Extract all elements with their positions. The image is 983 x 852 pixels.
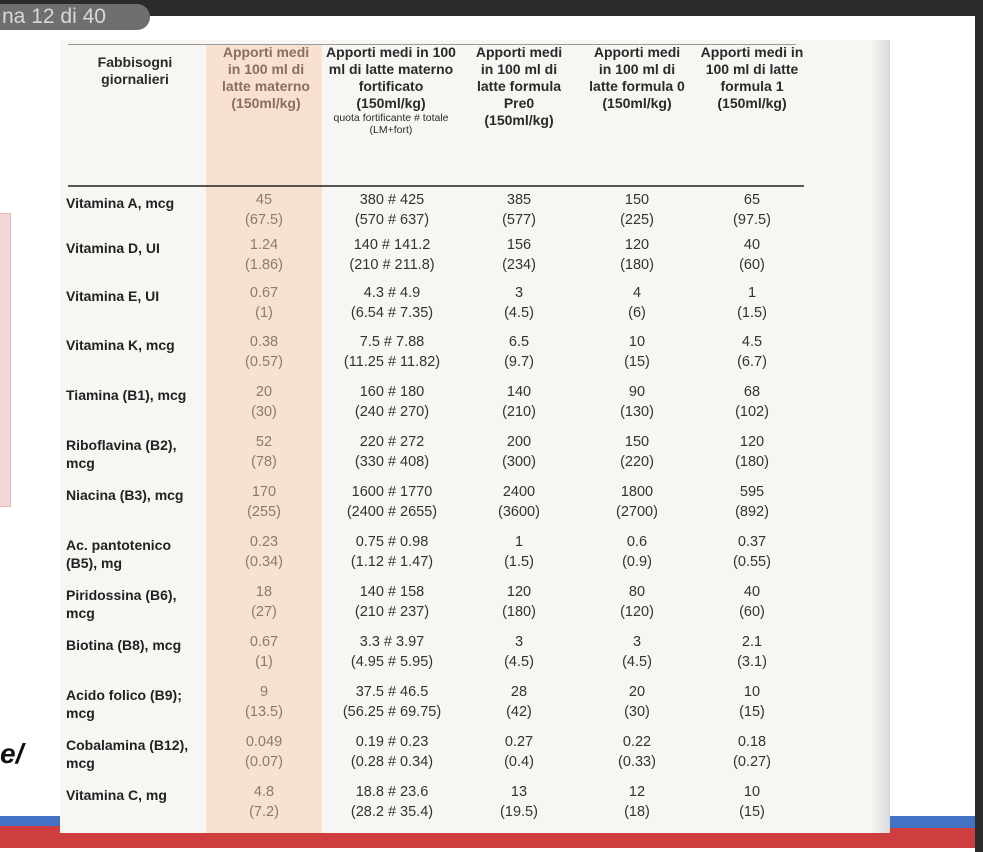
value-per-kg: (30) (251, 404, 277, 420)
value-per-100ml: 220 # 272 (359, 434, 425, 450)
value-per-kg: (210 # 211.8) (349, 257, 435, 273)
value-per-kg: (13.5) (245, 704, 283, 720)
cell-f1 (700, 190, 804, 230)
value-per-100ml: 140 # 141.2 (353, 237, 431, 253)
header-f1: Apporti medi in 100 ml di latte formula 1 (150ml/kg) (700, 44, 804, 111)
value-per-kg: (0.28 # 0.34) (350, 754, 434, 770)
cell-fortified (322, 732, 462, 772)
value-per-kg: (30) (624, 704, 650, 720)
value-per-100ml: 28 (510, 684, 528, 700)
value-per-100ml: 150 (624, 434, 650, 450)
value-per-kg: (0.55) (733, 554, 771, 570)
cell-maternal (206, 332, 322, 372)
value-per-100ml: 0.67 (249, 285, 279, 301)
value-per-kg: (15) (739, 804, 765, 820)
row-label: Tiamina (B1), mcg (66, 387, 187, 403)
cell-maternal (206, 190, 322, 230)
value-per-100ml: 7.5 # 7.88 (359, 334, 425, 350)
cell-maternal (206, 632, 322, 672)
value-per-100ml: 120 (506, 584, 532, 600)
value-per-100ml: 140 # 158 (359, 584, 425, 600)
cell-f0 (586, 682, 688, 722)
value-per-100ml: 0.19 # 0.23 (355, 734, 429, 750)
value-per-100ml: 380 # 425 (359, 192, 425, 208)
value-per-100ml: 2400 (502, 484, 536, 500)
value-per-kg: (4.5) (504, 654, 534, 670)
cell-pre0 (468, 782, 570, 822)
value-per-100ml: 52 (255, 434, 273, 450)
cell-pre0 (468, 682, 570, 722)
value-per-kg: (0.07) (245, 754, 283, 770)
cell-f0 (586, 382, 688, 422)
value-per-kg: (1) (255, 654, 273, 670)
cell-maternal (206, 582, 322, 622)
value-per-100ml: 10 (743, 684, 761, 700)
cell-maternal (206, 432, 322, 472)
value-per-100ml: 10 (743, 784, 761, 800)
cell-f1 (700, 582, 804, 622)
value-per-100ml: 20 (255, 384, 273, 400)
value-per-kg: (180) (620, 257, 654, 273)
value-per-kg: (130) (620, 404, 654, 420)
value-per-100ml: 1.24 (249, 237, 279, 253)
value-per-100ml: 1 (514, 534, 524, 550)
cell-fortified (322, 632, 462, 672)
header-fortified (326, 44, 456, 136)
cell-maternal (206, 532, 322, 572)
header-fortified-note: quota fortificante # totale (LM+fort) (333, 112, 449, 136)
cell-f0 (586, 482, 688, 522)
value-per-100ml: 120 (739, 434, 765, 450)
value-per-100ml: 1 (747, 285, 757, 301)
value-per-kg: (56.25 # 69.75) (342, 704, 442, 720)
cell-f0 (586, 190, 688, 230)
value-per-kg: (2700) (616, 504, 658, 520)
value-per-kg: (18) (624, 804, 650, 820)
cell-f1 (700, 782, 804, 822)
cell-f1 (700, 732, 804, 772)
value-per-100ml: 200 (506, 434, 532, 450)
value-per-100ml: 65 (743, 192, 761, 208)
value-per-kg: (6.7) (737, 354, 767, 370)
value-per-kg: (180) (735, 454, 769, 470)
value-per-kg: (7.2) (249, 804, 279, 820)
value-per-100ml: 0.18 (737, 734, 767, 750)
cell-pre0 (468, 482, 570, 522)
cell-f1 (700, 432, 804, 472)
row-label: Biotina (B8), mcg (66, 637, 182, 653)
value-per-kg: (4.5) (504, 305, 534, 321)
row-label: Cobalamina (B12), mcg (66, 737, 189, 771)
cell-f0 (586, 332, 688, 372)
slide-text-fragment: e/ (0, 738, 24, 769)
value-per-100ml: 0.049 (245, 734, 283, 750)
value-per-kg: (102) (735, 404, 769, 420)
viewer-right-edge (975, 0, 983, 852)
cell-maternal (206, 382, 322, 422)
value-per-100ml: 0.38 (249, 334, 279, 350)
value-per-kg: (6) (628, 305, 646, 321)
value-per-100ml: 45 (255, 192, 273, 208)
value-per-100ml: 6.5 (508, 334, 530, 350)
row-label: Vitamina A, mcg (66, 195, 175, 211)
value-per-kg: (15) (739, 704, 765, 720)
cell-pre0 (468, 283, 570, 323)
value-per-100ml: 120 (624, 237, 650, 253)
row-label: Acido folico (B9); mcg (66, 687, 182, 721)
cell-fortified (322, 482, 462, 522)
value-per-100ml: 3.3 # 3.97 (359, 634, 425, 650)
value-per-kg: (97.5) (733, 212, 771, 228)
value-per-100ml: 0.37 (737, 534, 767, 550)
value-per-100ml: 1800 (620, 484, 654, 500)
row-label: Piridossina (B6), mcg (66, 587, 177, 621)
value-per-100ml: 3 (632, 634, 642, 650)
value-per-kg: (0.57) (245, 354, 283, 370)
value-per-100ml: 18 (255, 584, 273, 600)
value-per-100ml: 150 (624, 192, 650, 208)
value-per-kg: (11.25 # 11.82) (343, 354, 441, 370)
row-label: Ac. pantotenico (B5), mg (66, 537, 172, 571)
row-label: Niacina (B3), mcg (66, 487, 184, 503)
cell-f1 (700, 283, 804, 323)
value-per-kg: (0.4) (504, 754, 534, 770)
value-per-kg: (1.5) (737, 305, 767, 321)
value-per-kg: (234) (502, 257, 536, 273)
header-label: Fabbisogni giornalieri (97, 54, 173, 87)
header-maternal: Apporti medi in 100 ml di latte materno (150ml/kg) (222, 44, 310, 111)
slide-pink-box (0, 213, 11, 507)
value-per-kg: (210) (502, 404, 536, 420)
cell-fortified (322, 582, 462, 622)
value-per-100ml: 12 (628, 784, 646, 800)
cell-f0 (586, 532, 688, 572)
value-per-kg: (6.54 # 7.35) (350, 305, 434, 321)
value-per-100ml: 4.3 # 4.9 (363, 285, 421, 301)
value-per-100ml: 68 (743, 384, 761, 400)
value-per-100ml: 37.5 # 46.5 (355, 684, 429, 700)
value-per-100ml: 40 (743, 237, 761, 253)
cell-pre0 (468, 582, 570, 622)
value-per-100ml: 3 (514, 634, 524, 650)
cell-fortified (322, 532, 462, 572)
value-per-kg: (1.5) (504, 554, 534, 570)
cell-f1 (700, 482, 804, 522)
value-per-kg: (300) (502, 454, 536, 470)
cell-f0 (586, 235, 688, 275)
value-per-kg: (225) (620, 212, 654, 228)
cell-f0 (586, 582, 688, 622)
cell-maternal (206, 482, 322, 522)
cell-f0 (586, 632, 688, 672)
page-indicator: na 12 di 40 (0, 4, 150, 30)
value-per-100ml: 4.8 (253, 784, 275, 800)
value-per-100ml: 4 (632, 285, 642, 301)
value-per-100ml: 3 (514, 285, 524, 301)
cell-maternal (206, 682, 322, 722)
value-per-100ml: 156 (506, 237, 532, 253)
cell-f1 (700, 382, 804, 422)
value-per-kg: (4.95 # 5.95) (350, 654, 434, 670)
table-photo (60, 40, 890, 833)
value-per-kg: (220) (620, 454, 654, 470)
value-per-100ml: 0.6 (626, 534, 648, 550)
value-per-kg: (78) (251, 454, 277, 470)
value-per-100ml: 385 (506, 192, 532, 208)
value-per-100ml: 140 (506, 384, 532, 400)
cell-fortified (322, 283, 462, 323)
value-per-100ml: 0.27 (504, 734, 534, 750)
value-per-kg: (180) (502, 604, 536, 620)
cell-f1 (700, 332, 804, 372)
value-per-100ml: 20 (628, 684, 646, 700)
value-per-100ml: 2.1 (741, 634, 763, 650)
cell-pre0 (468, 235, 570, 275)
cell-maternal (206, 782, 322, 822)
cell-pre0 (468, 382, 570, 422)
header-f0: Apporti medi in 100 ml di latte formula 0 (150ml/kg) (589, 44, 685, 111)
cell-f0 (586, 732, 688, 772)
value-per-kg: (892) (735, 504, 769, 520)
value-per-100ml: 1600 # 1770 (351, 484, 433, 500)
value-per-kg: (255) (247, 504, 281, 520)
value-per-100ml: 0.23 (249, 534, 279, 550)
row-label: Vitamina K, mcg (66, 337, 175, 353)
cell-f1 (700, 682, 804, 722)
value-per-kg: (15) (624, 354, 650, 370)
value-per-100ml: 18.8 # 23.6 (355, 784, 429, 800)
cell-pre0 (468, 532, 570, 572)
value-per-kg: (330 # 408) (354, 454, 430, 470)
value-per-100ml: 160 # 180 (359, 384, 425, 400)
cell-maternal (206, 732, 322, 772)
value-per-kg: (240 # 270) (354, 404, 430, 420)
table-header-rule (68, 185, 804, 187)
value-per-kg: (0.27) (733, 754, 771, 770)
value-per-kg: (4.5) (622, 654, 652, 670)
value-per-kg: (42) (506, 704, 532, 720)
value-per-kg: (0.33) (618, 754, 656, 770)
value-per-100ml: 0.75 # 0.98 (355, 534, 429, 550)
row-label: Vitamina D, UI (66, 240, 160, 256)
value-per-kg: (3600) (498, 504, 540, 520)
value-per-kg: (19.5) (500, 804, 538, 820)
value-per-kg: (0.34) (245, 554, 283, 570)
cell-fortified (322, 432, 462, 472)
cell-fortified (322, 782, 462, 822)
value-per-100ml: 0.67 (249, 634, 279, 650)
cell-fortified (322, 682, 462, 722)
value-per-kg: (210 # 237) (354, 604, 430, 620)
value-per-kg: (1.86) (245, 257, 283, 273)
cell-f1 (700, 235, 804, 275)
cell-pre0 (468, 332, 570, 372)
value-per-100ml: 0.22 (622, 734, 652, 750)
value-per-kg: (0.9) (622, 554, 652, 570)
value-per-kg: (1) (255, 305, 273, 321)
cell-pre0 (468, 432, 570, 472)
value-per-kg: (2400 # 2655) (346, 504, 438, 520)
value-per-kg: (570 # 637) (354, 212, 430, 228)
value-per-100ml: 4.5 (741, 334, 763, 350)
cell-pre0 (468, 632, 570, 672)
cell-f0 (586, 283, 688, 323)
header-fortified-title: Apporti medi in 100 ml di latte materno fortificato (150ml/kg) (326, 44, 456, 111)
header-pre0: Apporti medi in 100 ml di latte formula Pre0 (150ml/kg) (475, 44, 563, 128)
value-per-100ml: 13 (510, 784, 528, 800)
value-per-100ml: 10 (628, 334, 646, 350)
cell-maternal (206, 283, 322, 323)
value-per-kg: (60) (739, 604, 765, 620)
value-per-100ml: 170 (251, 484, 277, 500)
value-per-kg: (60) (739, 257, 765, 273)
value-per-100ml: 90 (628, 384, 646, 400)
value-per-kg: (67.5) (245, 212, 283, 228)
value-per-kg: (1.12 # 1.47) (350, 554, 434, 570)
row-label: Riboflavina (B2), mcg (66, 437, 177, 471)
cell-f0 (586, 782, 688, 822)
cell-f1 (700, 532, 804, 572)
value-per-100ml: 80 (628, 584, 646, 600)
cell-f0 (586, 432, 688, 472)
row-label: Vitamina E, UI (66, 288, 160, 304)
value-per-100ml: 40 (743, 584, 761, 600)
cell-fortified (322, 332, 462, 372)
value-per-100ml: 595 (739, 484, 765, 500)
cell-pre0 (468, 190, 570, 230)
cell-fortified (322, 190, 462, 230)
row-label: Vitamina C, mg (66, 787, 167, 803)
cell-pre0 (468, 732, 570, 772)
value-per-100ml: 9 (259, 684, 269, 700)
value-per-kg: (9.7) (504, 354, 534, 370)
cell-maternal (206, 235, 322, 275)
value-per-kg: (120) (620, 604, 654, 620)
value-per-kg: (28.2 # 35.4) (350, 804, 434, 820)
cell-fortified (322, 235, 462, 275)
cell-fortified (322, 382, 462, 422)
value-per-kg: (27) (251, 604, 277, 620)
value-per-kg: (577) (502, 212, 536, 228)
value-per-kg: (3.1) (737, 654, 767, 670)
cell-f1 (700, 632, 804, 672)
